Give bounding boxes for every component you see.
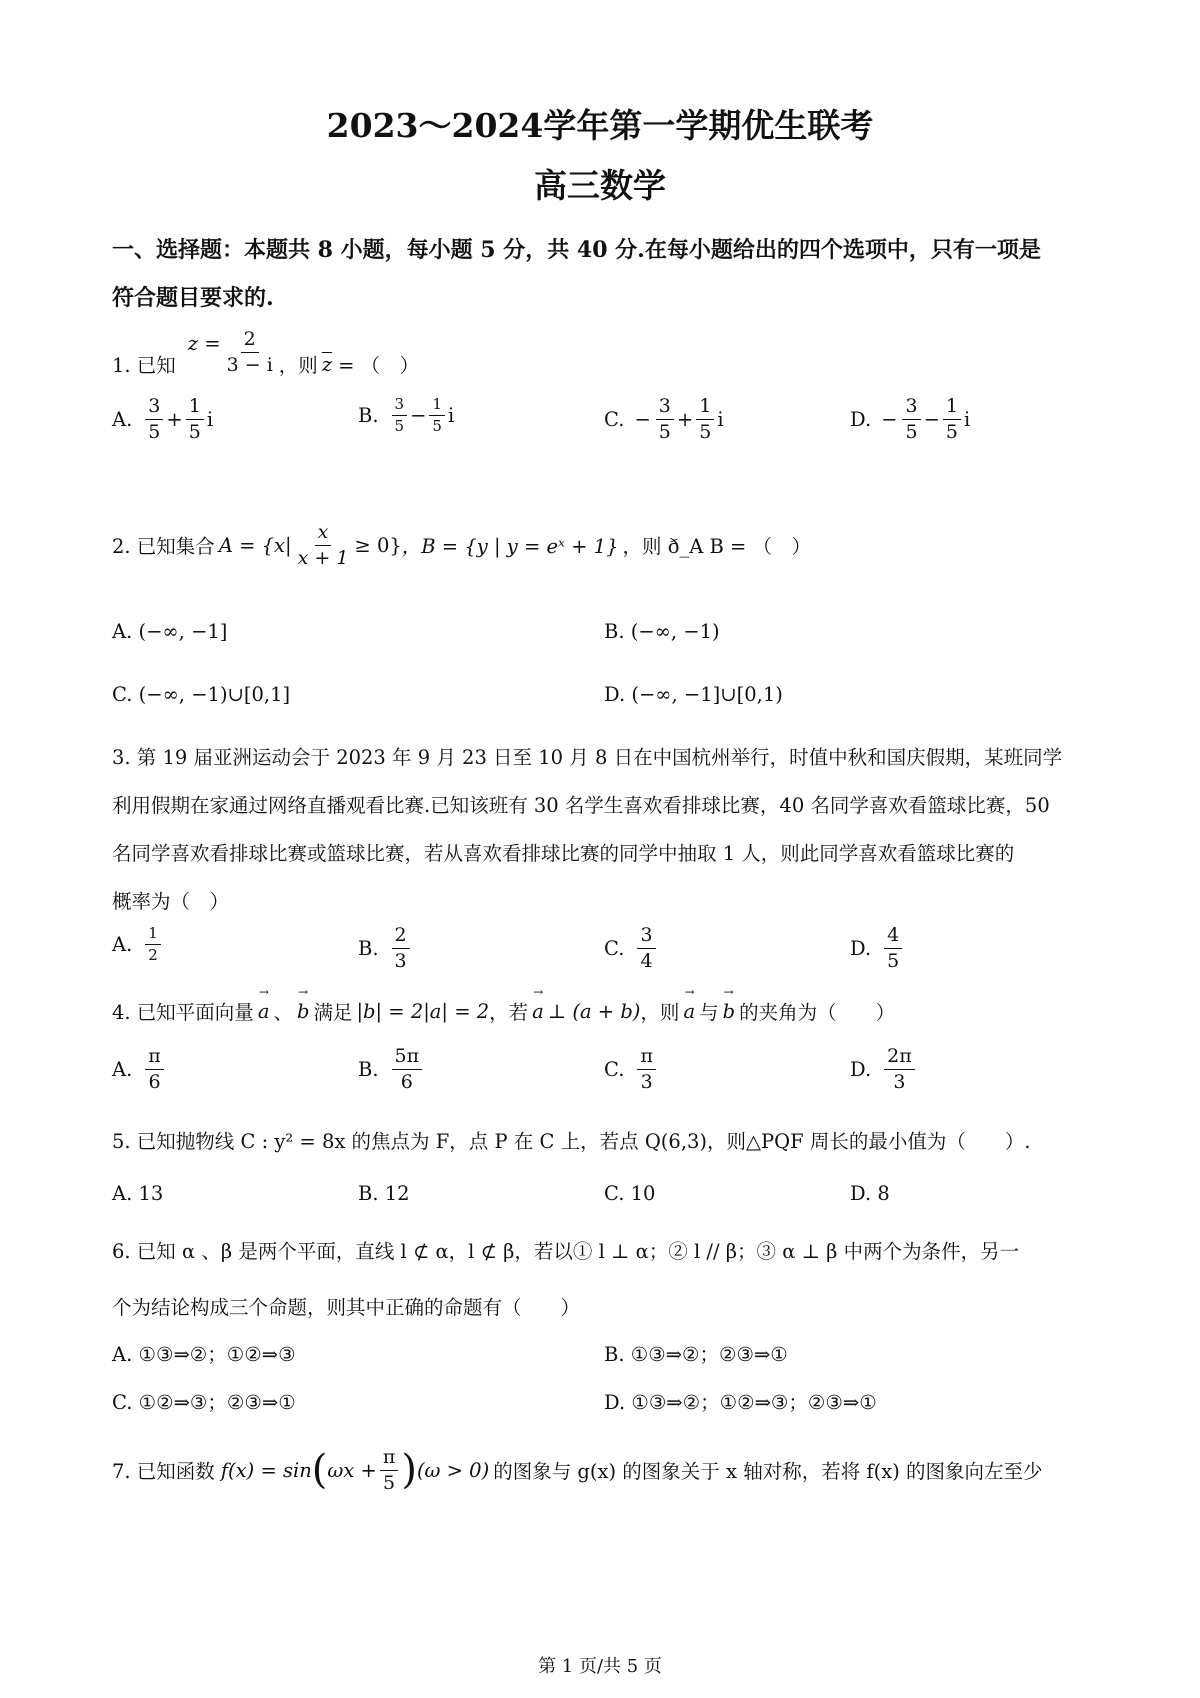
q4-vector-b-3: → b <box>723 1000 735 1023</box>
q3-option-d[interactable] <box>850 925 905 972</box>
q6-line-1: 6. 已知 α 、β 是两个平面，直线 l ⊄ α，l ⊄ β，若以① l ⊥ α；② l // β；③ α ⊥ β 中两个为条件，另一 <box>112 1240 1020 1263</box>
q4-option-d-label: D. <box>850 1057 872 1081</box>
q2-set-a-num: x <box>315 522 332 546</box>
q5-option-c[interactable]: C. 10 <box>604 1182 656 1205</box>
q3-d-d: 5 <box>887 949 900 972</box>
q2-option-d[interactable]: D. (−∞, −1]∪[0,1) <box>604 683 783 706</box>
q3-option-c-label: C. <box>604 936 625 960</box>
q1-prefix: 1. 已知 <box>112 354 176 377</box>
q4-p6: 的夹角为（ ） <box>739 1001 896 1024</box>
q3-option-c[interactable] <box>604 925 659 972</box>
q1-option-d-unit: i <box>964 407 971 431</box>
q4-p3: ，若 <box>489 1001 529 1024</box>
q1-d-n2: 1 <box>943 396 961 420</box>
q4-condition: |b| = 2|a| = 2 <box>356 999 490 1023</box>
q4-d-d: 3 <box>893 1070 906 1093</box>
q3-b-d: 3 <box>394 949 407 972</box>
q1-c-d2: 5 <box>699 420 712 443</box>
q3-option-d-frac <box>884 925 902 972</box>
q1-option-a-op: + <box>166 407 183 431</box>
q4-option-b-label: B. <box>358 1057 379 1081</box>
q1-option-d-frac2 <box>943 396 961 443</box>
q5-stem: 5. 已知抛物线 C : y² = 8x 的焦点为 F，点 P 在 C 上，若点 Q(6,3)，则△PQF 周长的最小值为（ ）. <box>112 1130 1031 1153</box>
q3-c-n: 3 <box>637 925 655 949</box>
q1-fraction <box>224 329 276 376</box>
q4-p1: 4. 已知平面向量 <box>112 1001 254 1024</box>
q5-option-d[interactable]: D. 8 <box>850 1182 890 1205</box>
q4-p5: 与 <box>699 1001 719 1024</box>
q5-option-a[interactable]: A. 13 <box>112 1182 164 1205</box>
q1-option-c-label: C. <box>604 407 625 431</box>
q4-vector-a-3: → a <box>683 1000 695 1023</box>
q4-option-c-label: C. <box>604 1057 625 1081</box>
q2-option-c[interactable]: C. (−∞, −1)∪[0,1] <box>112 683 291 706</box>
q7-right-paren-icon: ) <box>401 1447 417 1494</box>
exam-subject: 高三数学 <box>534 166 666 205</box>
section-heading-line-1: 一、选择题：本题共 8 小题，每小题 5 分，共 40 分.在每小题给出的四个选项中，只有一项是 <box>112 237 1041 263</box>
q3-b-n: 2 <box>392 925 410 949</box>
q1-a-n1: 3 <box>145 396 163 420</box>
q1-option-b[interactable] <box>358 396 454 434</box>
q7-prefix: 7. 已知函数 <box>112 1460 215 1484</box>
q1-c-n1: 3 <box>656 396 674 420</box>
q1-option-a-unit: i <box>206 407 214 431</box>
q3-option-b-label: B. <box>358 936 379 960</box>
q1-option-a-label: A. <box>112 407 133 431</box>
q7-inner-left: ωx + <box>327 1458 377 1482</box>
q1-tail: = （ ） <box>338 354 420 377</box>
q1-c-n2: 1 <box>696 396 714 420</box>
q7-inner-den: 5 <box>383 1471 396 1494</box>
q4-vector-a: → a <box>258 1000 270 1023</box>
q4-c-d: 3 <box>640 1070 653 1093</box>
q3-option-a-label: A. <box>112 932 133 956</box>
q6-option-b[interactable]: B. ①③⇒②；②③⇒① <box>604 1343 788 1366</box>
q1-suffix: ，则 <box>278 354 318 377</box>
q4-option-d-frac <box>884 1046 915 1093</box>
question-1-stem <box>112 322 419 378</box>
q2-prefix: 2. 已知集合 <box>112 535 215 559</box>
q1-option-d-op: − <box>923 407 940 431</box>
q6-option-a[interactable]: A. ①③⇒②；①②⇒③ <box>112 1343 296 1366</box>
q4-b-d: 6 <box>400 1070 413 1093</box>
q7-inner-fraction <box>380 1447 399 1494</box>
q2-set-a-right: ≥ 0} <box>354 533 402 557</box>
q2-set-a-den: x + 1 <box>297 546 349 569</box>
question-7-stem <box>112 1447 1043 1494</box>
q1-option-b-unit: i <box>447 403 455 427</box>
q6-option-c[interactable]: C. ①②⇒③；②③⇒① <box>112 1391 296 1414</box>
section-heading-line-2: 符合题目要求的. <box>112 285 274 311</box>
q2-option-b[interactable]: B. (−∞, −1) <box>604 620 720 643</box>
q7-fx: f(x) = sin <box>220 1458 312 1482</box>
q4-option-a-frac <box>145 1046 164 1093</box>
q3-option-a[interactable] <box>112 925 164 963</box>
q1-z: z = <box>187 331 221 355</box>
q1-d-d1: 5 <box>905 420 918 443</box>
q4-sep: 、 <box>273 1001 293 1024</box>
q4-c-n: π <box>637 1046 656 1070</box>
q6-line-2: 个为结论构成三个命题，则其中正确的命题有（ ） <box>112 1296 581 1319</box>
q4-vector-a-2: → a <box>532 1000 544 1023</box>
q3-option-c-frac <box>637 925 655 972</box>
q7-condition: (ω > 0) <box>416 1458 490 1482</box>
q1-b-d2: 5 <box>432 416 442 435</box>
q4-option-b-frac <box>392 1046 423 1093</box>
question-4-stem <box>112 997 895 1025</box>
q1-option-a-frac1 <box>145 396 163 443</box>
q1-option-d-label: D. <box>850 407 872 431</box>
q1-c-d1: 5 <box>658 420 671 443</box>
q4-b-n: 5π <box>392 1046 423 1070</box>
q1-b-d1: 5 <box>394 416 405 435</box>
q3-d-n: 4 <box>884 925 902 949</box>
q3-a-n: 1 <box>145 925 161 945</box>
q1-option-b-frac2 <box>429 396 445 434</box>
q4-option-d[interactable] <box>850 1046 918 1093</box>
q7-left-paren-icon: ( <box>311 1447 328 1494</box>
q1-option-a[interactable] <box>112 396 213 443</box>
q3-option-a-frac <box>145 925 161 963</box>
q5-option-b[interactable]: B. 12 <box>358 1182 410 1205</box>
q1-option-c-op: + <box>676 407 694 431</box>
q1-option-c[interactable] <box>604 396 724 443</box>
q1-fraction-denominator: 3 − i <box>226 353 273 376</box>
q3-option-b[interactable] <box>358 925 413 972</box>
q1-d-d2: 5 <box>945 420 959 443</box>
q1-zbar: $\overline{z}$ <box>321 352 333 376</box>
q7-inner-num: π <box>380 1447 399 1471</box>
q1-b-n2: 1 <box>429 396 445 416</box>
q1-b-n1: 3 <box>392 396 408 416</box>
q1-a-n2: 1 <box>186 396 204 420</box>
q1-option-c-sign: − <box>634 407 651 431</box>
q4-vector-b: → b <box>297 1000 309 1023</box>
q2-set-a-fraction <box>295 522 352 569</box>
exam-title: 2023～2024学年第一学期优生联考 <box>326 106 874 145</box>
q1-option-b-frac1 <box>392 396 408 434</box>
q4-option-b[interactable] <box>358 1046 425 1093</box>
q3-line-3: 名同学喜欢看排球比赛或篮球比赛，若从喜欢看排球比赛的同学中抽取 1 人，则此同学喜欢看篮球比赛的 <box>112 842 1015 865</box>
q4-a-n: π <box>145 1046 164 1070</box>
q2-set-b: ，B = {y | y = eˣ + 1} <box>401 535 619 559</box>
q1-option-b-label: B. <box>358 403 379 427</box>
q2-option-a[interactable]: A. (−∞, −1] <box>112 620 228 643</box>
q1-d-n1: 3 <box>902 396 920 420</box>
q4-perp: ⊥ (a + b) <box>547 999 641 1023</box>
q1-option-d[interactable] <box>850 396 970 443</box>
q2-tail: ，则 ð_A B = （ ） <box>622 535 812 559</box>
q4-p4: ，则 <box>640 1001 680 1024</box>
q3-option-d-label: D. <box>850 936 872 960</box>
q3-line-2: 利用假期在家通过网络直播观看比赛.已知该班有 30 名学生喜欢看排球比赛，40 名同学喜欢看篮球比赛，50 <box>112 794 1050 817</box>
q4-d-n: 2π <box>884 1046 915 1070</box>
page-footer: 第 1 页/共 5 页 <box>538 1656 662 1677</box>
q1-option-c-frac1 <box>656 396 674 443</box>
q1-option-d-frac1 <box>902 396 920 443</box>
q7-tail: 的图象与 g(x) 的图象关于 x 轴对称，若将 f(x) 的图象向左至少 <box>493 1460 1043 1484</box>
q1-option-c-unit: i <box>717 407 724 431</box>
question-2-stem <box>112 522 811 569</box>
q1-option-a-frac2 <box>186 396 204 443</box>
q1-fraction-numerator: 2 <box>241 329 259 353</box>
q4-a-d: 6 <box>148 1070 161 1093</box>
q1-option-b-op: − <box>410 403 427 427</box>
q1-option-d-sign: − <box>881 407 898 431</box>
q4-option-a-label: A. <box>112 1057 133 1081</box>
q4-option-a[interactable] <box>112 1046 167 1093</box>
section-heading <box>112 226 1092 322</box>
q3-line-1: 3. 第 19 届亚洲运动会于 2023 年 9 月 23 日至 10 月 8 日在中国杭州举行，时值中秋和国庆假期，某班同学 <box>112 746 1063 769</box>
q1-a-d2: 5 <box>188 420 201 443</box>
q4-p2: 满足 <box>313 1001 353 1024</box>
q3-a-d: 2 <box>148 945 158 964</box>
q2-set-a-left: A = {x| <box>218 533 292 557</box>
q4-option-c-frac <box>637 1046 656 1093</box>
q3-option-b-frac <box>392 925 410 972</box>
q6-option-d[interactable]: D. ①③⇒②；①②⇒③；②③⇒① <box>604 1391 877 1414</box>
q4-option-c[interactable] <box>604 1046 659 1093</box>
q1-a-d1: 5 <box>148 420 161 443</box>
q1-option-c-frac2 <box>696 396 714 443</box>
q3-c-d: 4 <box>640 949 653 972</box>
q3-line-4: 概率为（ ） <box>112 890 230 913</box>
